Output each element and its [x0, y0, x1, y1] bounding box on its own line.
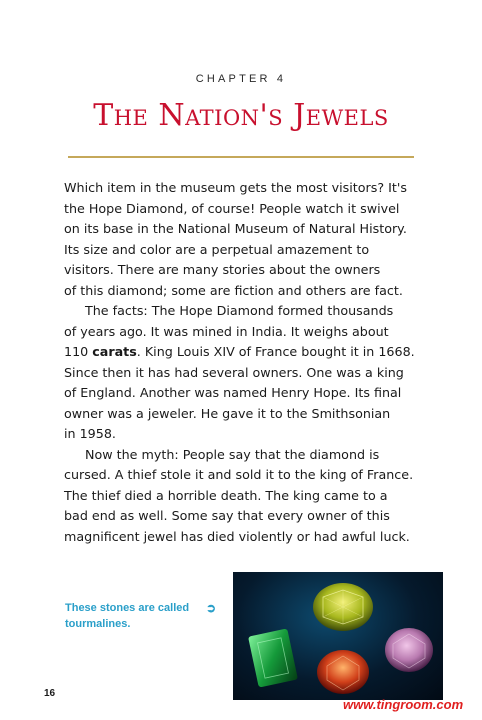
body-line: of this diamond; some are fiction and others are fact. — [64, 282, 403, 298]
body-text-segment: . King Louis XIV of France bought it in 1668. — [136, 344, 415, 359]
body-line: The facts: The Hope Diamond formed thousands — [85, 303, 394, 318]
body-line: Its size and color are a perpetual amazement to — [64, 241, 370, 257]
chapter-title: The Nation's Jewels — [93, 98, 389, 133]
body-line: Which item in the museum gets the most visitors? It's — [64, 180, 407, 195]
body-line: cursed. A thief stole it and sold it to the king of France. — [64, 467, 414, 482]
gemstones-illustration — [233, 572, 443, 700]
tourmaline-photo — [233, 572, 443, 700]
title-divider — [68, 156, 414, 158]
yellow-gem-icon — [313, 583, 373, 631]
caption-text: These stones are called tourmalines. — [65, 602, 190, 630]
purple-gem-icon — [385, 628, 433, 672]
chapter-label: CHAPTER 4 — [195, 73, 287, 85]
body-line: in 1958. — [64, 426, 116, 441]
body-line: on its base in the National Museum of Natural History. — [64, 221, 407, 236]
body-line: of years ago. It was mined in India. It weighs about — [64, 323, 389, 339]
arrow-right-icon: ➲ — [206, 601, 217, 615]
body-line: The thief died a horrible death. The king came to a — [64, 487, 388, 503]
green-gem-icon — [248, 628, 298, 687]
body-line — [64, 342, 424, 363]
body-line: the Hope Diamond, of course! People watch it swivel — [64, 200, 400, 216]
body-line: owner was a jeweler. He gave it to the Smithsonian — [64, 405, 391, 421]
body-line: bad end as well. Some say that every owner of this — [64, 508, 390, 523]
watermark: www.tingroom.com — [343, 697, 464, 712]
body-text — [64, 178, 424, 547]
body-line: visitors. There are many stories about the owners — [64, 262, 381, 277]
body-line: Now the myth: People say that the diamond is — [85, 446, 380, 462]
red-gem-icon — [317, 650, 369, 694]
photo-caption — [65, 600, 225, 632]
body-text-segment: 110 — [64, 344, 93, 359]
glossary-term-carats: carats — [92, 344, 137, 359]
body-line: Since then it has had several owners. One was a king — [64, 364, 404, 380]
body-line: magnificent jewel has died violently or had awful luck. — [64, 528, 410, 544]
body-line: of England. Another was named Henry Hope. Its final — [64, 385, 402, 400]
page-number: 16 — [44, 688, 56, 699]
